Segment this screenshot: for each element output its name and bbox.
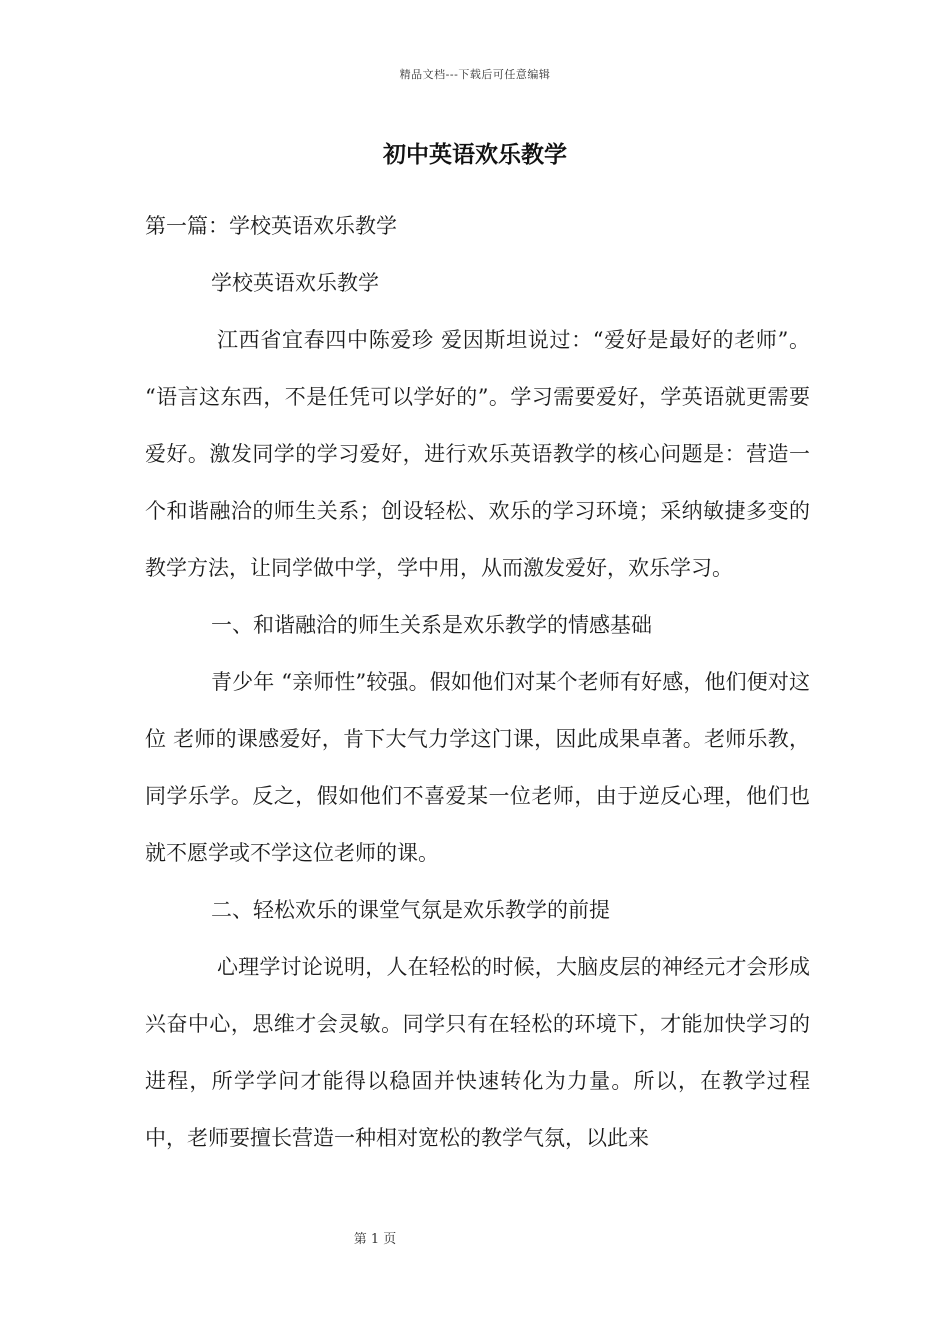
- paragraph-intro: 江西省宜春四中陈爱珍 爱因斯坦说过：“爱好是最好的老师”。 “语言这东西，不是任凭可以学好的”。学习需要爱好，学英语就更需要爱好。激发同学的学习爱好，进行欢乐英语教学的核心问题是：营造一个和谐融洽的师生关系；创设轻松、欢乐的学习环境；采纳敏捷多变的教学方法，让同学做中学，学中用，从而激发爱好，欢乐学习。: [145, 328, 810, 580]
- section-heading: 第一篇：学校英语欢乐教学: [145, 214, 397, 238]
- heading-part-two: 二、轻松欢乐的课堂气氛是欢乐教学的前提: [211, 898, 610, 922]
- page-header: 精品文档---下载后可任意编辑: [399, 68, 551, 81]
- heading-part-one: 一、和谐融洽的师生关系是欢乐教学的情感基础: [211, 613, 652, 637]
- page-number: 第 1 页: [353, 1232, 397, 1247]
- subtitle: 学校英语欢乐教学: [211, 271, 379, 295]
- paragraph-part-two: 心理学讨论说明，人在轻松的时候，大脑皮层的神经元才会形成兴奋中心，思维才会灵敏。同学只有在轻松的环境下，才能加快学习的进程，所学学问才能得以稳固并快速转化为力量。所以，在教学过程中，老师要擅长营造一种相对宽松的教学气氛，以此来: [145, 955, 810, 1150]
- document-body: [145, 198, 810, 1167]
- document-title: 初中英语欢乐教学: [383, 141, 567, 168]
- paragraph-part-one: 青少年 “亲师性”较强。假如他们对某个老师有好感，他们便对这位 老师的课感爱好，肯下大气力学这门课，因此成果卓著。老师乐教，同学乐学。反之，假如他们不喜爱某一位老师，由于逆反心理，他们也就不愿学或不学这位老师的课。: [145, 670, 810, 865]
